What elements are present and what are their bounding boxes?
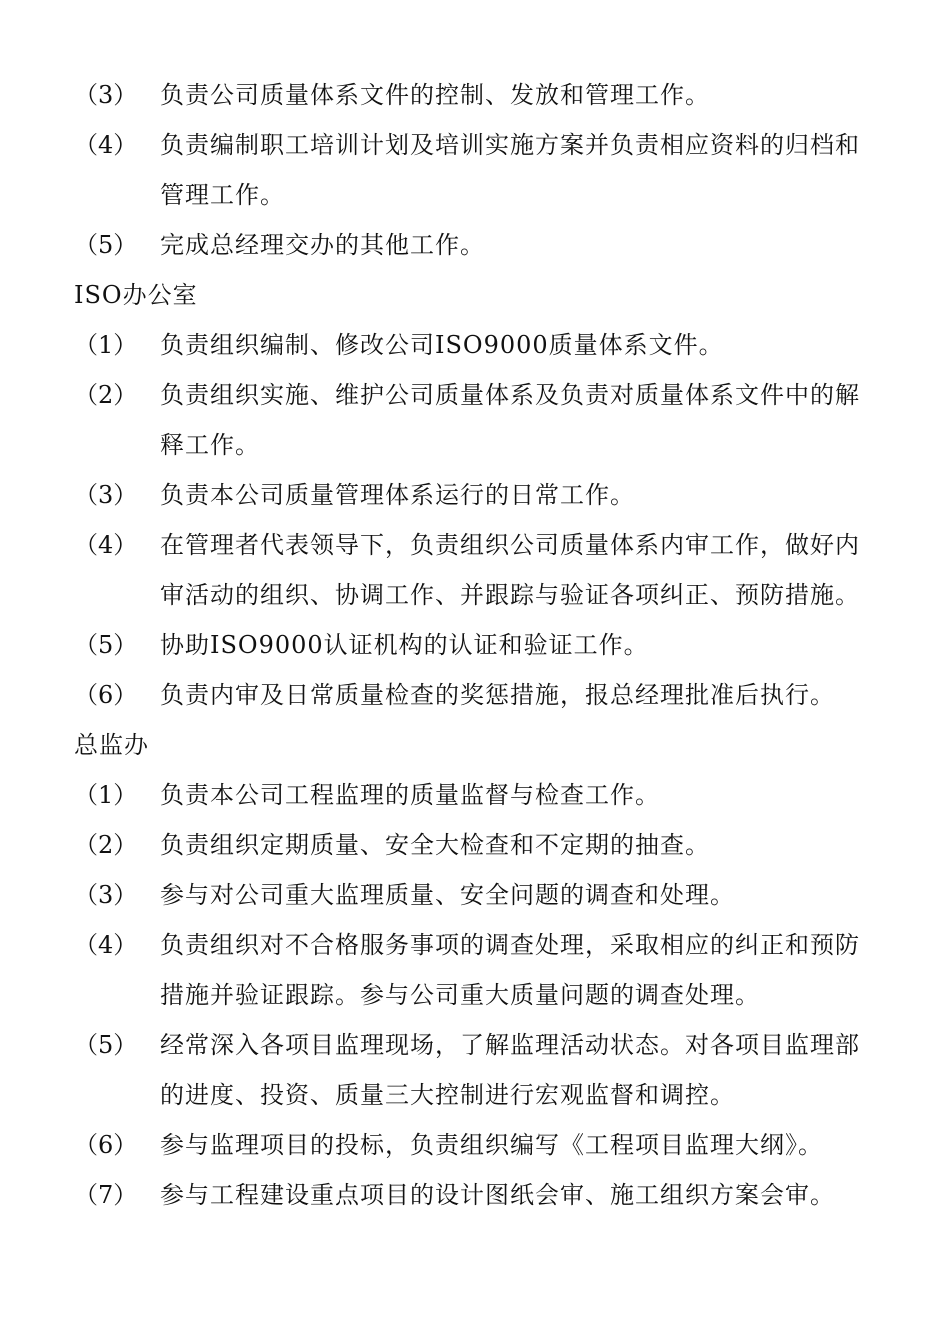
item-text: 负责本公司质量管理体系运行的日常工作。 xyxy=(160,481,635,509)
item-number: （2） xyxy=(74,381,138,409)
list-item xyxy=(74,670,884,720)
item-text: 在管理者代表领导下，负责组织公司质量体系内审工作，做好内审活动的组织、协调工作、并跟踪与验证各项纠正、预防措施。 xyxy=(160,531,860,609)
item-number: （3） xyxy=(74,481,138,509)
document-content xyxy=(74,70,884,1220)
item-text: 负责编制职工培训计划及培训实施方案并负责相应资料的归档和管理工作。 xyxy=(160,131,860,209)
item-text: 参与监理项目的投标，负责组织编写《工程项目监理大纲》。 xyxy=(160,1131,823,1159)
item-text: 负责公司质量体系文件的控制、发放和管理工作。 xyxy=(160,81,710,109)
section-heading-iso-office: ISO办公室 xyxy=(74,281,198,309)
list-item xyxy=(74,1120,884,1170)
list-item xyxy=(74,470,884,520)
section-heading-chief-supervisor-office: 总监办 xyxy=(74,731,149,759)
item-number: （4） xyxy=(74,531,138,559)
list-item xyxy=(74,320,884,370)
list-item xyxy=(74,1020,884,1120)
item-number: （1） xyxy=(74,331,138,359)
item-number: （4） xyxy=(74,131,138,159)
item-number: （3） xyxy=(74,81,138,109)
list-item xyxy=(74,370,884,470)
list-item xyxy=(74,220,884,270)
item-text: 负责内审及日常质量检查的奖惩措施，报总经理批准后执行。 xyxy=(160,681,835,709)
list-item xyxy=(74,620,884,670)
item-text: 完成总经理交办的其他工作。 xyxy=(160,231,485,259)
item-number: （2） xyxy=(74,831,138,859)
item-text: 负责本公司工程监理的质量监督与检查工作。 xyxy=(160,781,660,809)
list-item xyxy=(74,1170,884,1220)
list-item xyxy=(74,920,884,1020)
item-text: 负责组织定期质量、安全大检查和不定期的抽查。 xyxy=(160,831,710,859)
item-number: （3） xyxy=(74,881,138,909)
item-number: （5） xyxy=(74,1031,138,1059)
item-number: （6） xyxy=(74,1131,138,1159)
item-text: 参与工程建设重点项目的设计图纸会审、施工组织方案会审。 xyxy=(160,1181,835,1209)
list-item xyxy=(74,820,884,870)
item-text: 经常深入各项目监理现场，了解监理活动状态。对各项目监理部的进度、投资、质量三大控制进行宏观监督和调控。 xyxy=(160,1031,860,1109)
item-text: 协助ISO9000认证机构的认证和验证工作。 xyxy=(160,631,649,659)
item-number: （5） xyxy=(74,631,138,659)
item-number: （7） xyxy=(74,1181,138,1209)
item-text: 负责组织编制、修改公司ISO9000质量体系文件。 xyxy=(160,331,724,359)
item-text: 负责组织实施、维护公司质量体系及负责对质量体系文件中的解释工作。 xyxy=(160,381,860,459)
item-number: （5） xyxy=(74,231,138,259)
list-item xyxy=(74,770,884,820)
item-number: （4） xyxy=(74,931,138,959)
item-text: 参与对公司重大监理质量、安全问题的调查和处理。 xyxy=(160,881,735,909)
item-number: （6） xyxy=(74,681,138,709)
list-item xyxy=(74,120,884,220)
list-item xyxy=(74,70,884,120)
item-text: 负责组织对不合格服务事项的调查处理，采取相应的纠正和预防措施并验证跟踪。参与公司重大质量问题的调查处理。 xyxy=(160,931,860,1009)
list-item xyxy=(74,870,884,920)
item-number: （1） xyxy=(74,781,138,809)
list-item xyxy=(74,520,884,620)
